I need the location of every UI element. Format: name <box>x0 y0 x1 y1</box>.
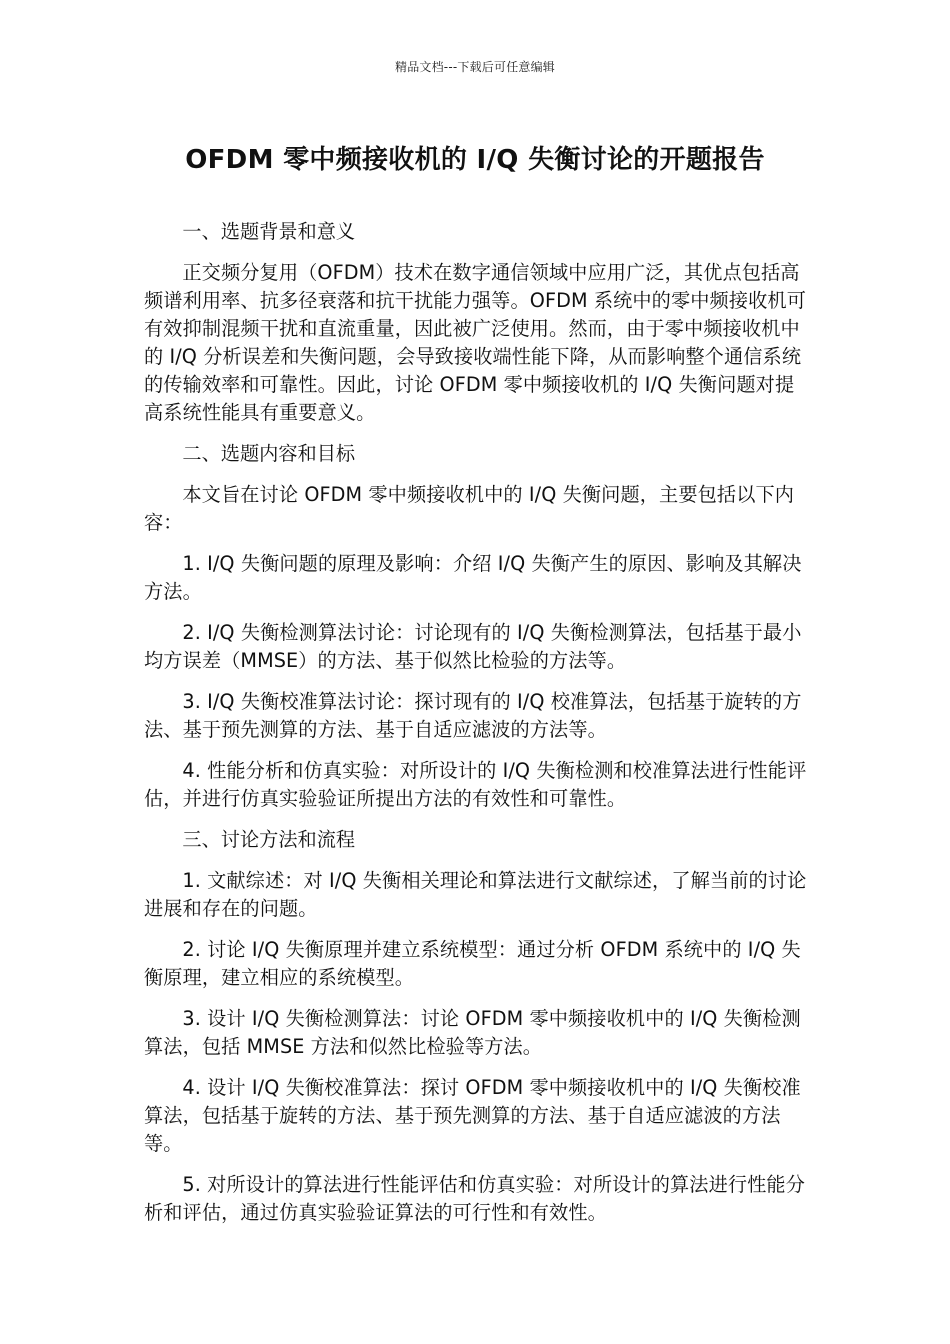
document-body <box>144 218 812 1240</box>
section-heading: 一、选题背景和意义 <box>182 220 356 243</box>
list-item: 4. 设计 I/Q 失衡校准算法：探讨 OFDM 零中频接收机中的 I/Q 失衡校准算法，包括基于旋转的方法、基于预先测算的方法、基于自适应滤波的方法等。 <box>144 1076 801 1155</box>
list-item: 5. 对所设计的算法进行性能评估和仿真实验：对所设计的算法进行性能分析和评估，通过仿真实验验证算法的可行性和有效性。 <box>144 1173 806 1224</box>
document-title: OFDM 零中频接收机的 I/Q 失衡讨论的开题报告 <box>185 145 765 175</box>
page-header: 精品文档---下载后可任意编辑 <box>395 60 555 74</box>
list-item: 3. I/Q 失衡校准算法讨论：探讨现有的 I/Q 校准算法，包括基于旋转的方法、基于预先测算的方法、基于自适应滤波的方法等。 <box>144 690 802 741</box>
list-item: 4. 性能分析和仿真实验：对所设计的 I/Q 失衡检测和校准算法进行性能评估，并进行仿真实验验证所提出方法的有效性和可靠性。 <box>144 759 807 810</box>
list-item: 3. 设计 I/Q 失衡检测算法：讨论 OFDM 零中频接收机中的 I/Q 失衡检测算法，包括 MMSE 方法和似然比检验等方法。 <box>144 1007 801 1058</box>
section-background <box>144 218 812 427</box>
list-item: 1. 文献综述：对 I/Q 失衡相关理论和算法进行文献综述，了解当前的讨论进展和存在的问题。 <box>144 869 807 920</box>
section-methods <box>144 826 812 1227</box>
list-item: 2. I/Q 失衡检测算法讨论：讨论现有的 I/Q 失衡检测算法，包括基于最小均方误差（MMSE）的方法、基于似然比检验的方法等。 <box>144 621 802 672</box>
paragraph: 本文旨在讨论 OFDM 零中频接收机中的 I/Q 失衡问题，主要包括以下内容： <box>144 483 795 534</box>
list-item: 2. 讨论 I/Q 失衡原理并建立系统模型：通过分析 OFDM 系统中的 I/Q 失衡原理，建立相应的系统模型。 <box>144 938 801 989</box>
section-heading: 三、讨论方法和流程 <box>182 828 356 851</box>
paragraph: 正交频分复用（OFDM）技术在数字通信领域中应用广泛，其优点包括高频谱利用率、抗多径衰落和抗干扰能力强等。OFDM 系统中的零中频接收机可有效抑制混频干扰和直流重量，因此被广泛使用。然而，由于零中频接收机中的 I/Q 分析误差和失衡问题，会导致接收端性能下降，从而影响整个通信系统的传输效率和可靠性。因此，讨论 OFDM 零中频接收机的 I/Q 失衡问题对提高系统性能具有重要意义。 <box>144 261 806 424</box>
section-content-goals <box>144 440 812 813</box>
section-heading: 二、选题内容和目标 <box>182 442 356 465</box>
list-item: 1. I/Q 失衡问题的原理及影响：介绍 I/Q 失衡产生的原因、影响及其解决方法。 <box>144 552 802 603</box>
